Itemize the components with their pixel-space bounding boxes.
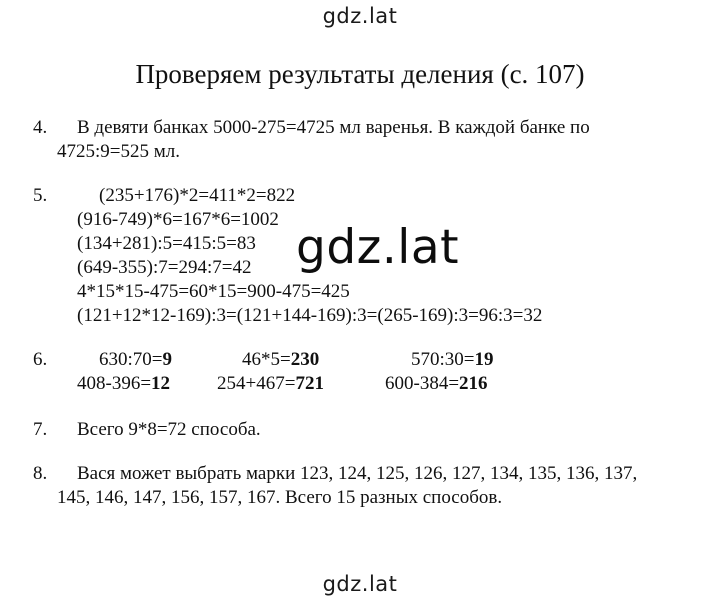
task-6-item: 570:30=19: [411, 349, 494, 370]
task-4-line-1: В девяти банках 5000-275=4725 мл варенья. В каждой банке по: [77, 117, 590, 138]
task-5-line: (649-355):7=294:7=42: [77, 257, 252, 278]
task-7-number: 7.: [33, 419, 48, 440]
watermark-middle: gdz.lat: [296, 220, 460, 275]
task-5-line: (121+12*12-169):3=(121+144-169):3=(265-169):3=96:3=32: [77, 305, 543, 326]
page-title: Проверяем результаты деления (с. 107): [135, 59, 585, 89]
task-6-item: 46*5=230: [242, 349, 320, 370]
task-5-line: (235+176)*2=411*2=822: [99, 185, 296, 206]
task-5-line: (134+281):5=415:5=83: [77, 233, 256, 254]
task-6-number: 6.: [33, 349, 48, 370]
task-8-line-1: Вася может выбрать марки 123, 124, 125, 126, 127, 134, 135, 136, 137,: [77, 463, 638, 484]
task-8-line-2: 145, 146, 147, 156, 157, 167. Всего 15 разных способов.: [57, 487, 503, 508]
task-6-item: 408-396=12: [77, 373, 171, 394]
watermark-bottom: gdz.lat: [322, 572, 398, 596]
task-5-line: 4*15*15-475=60*15=900-475=425: [77, 281, 350, 302]
task-8-number: 8.: [33, 463, 48, 484]
task-5-line: (916-749)*6=167*6=1002: [77, 209, 279, 230]
watermark-top: gdz.lat: [322, 4, 398, 28]
task-6-item: 254+467=721: [217, 373, 324, 394]
task-4-line-2: 4725:9=525 мл.: [57, 141, 180, 162]
task-5-number: 5.: [33, 185, 48, 206]
task-6-item: 600-384=216: [385, 373, 488, 394]
task-6-item: 630:70=9: [99, 349, 172, 370]
task-4-number: 4.: [33, 117, 48, 138]
task-7-text: Всего 9*8=72 способа.: [77, 419, 261, 440]
